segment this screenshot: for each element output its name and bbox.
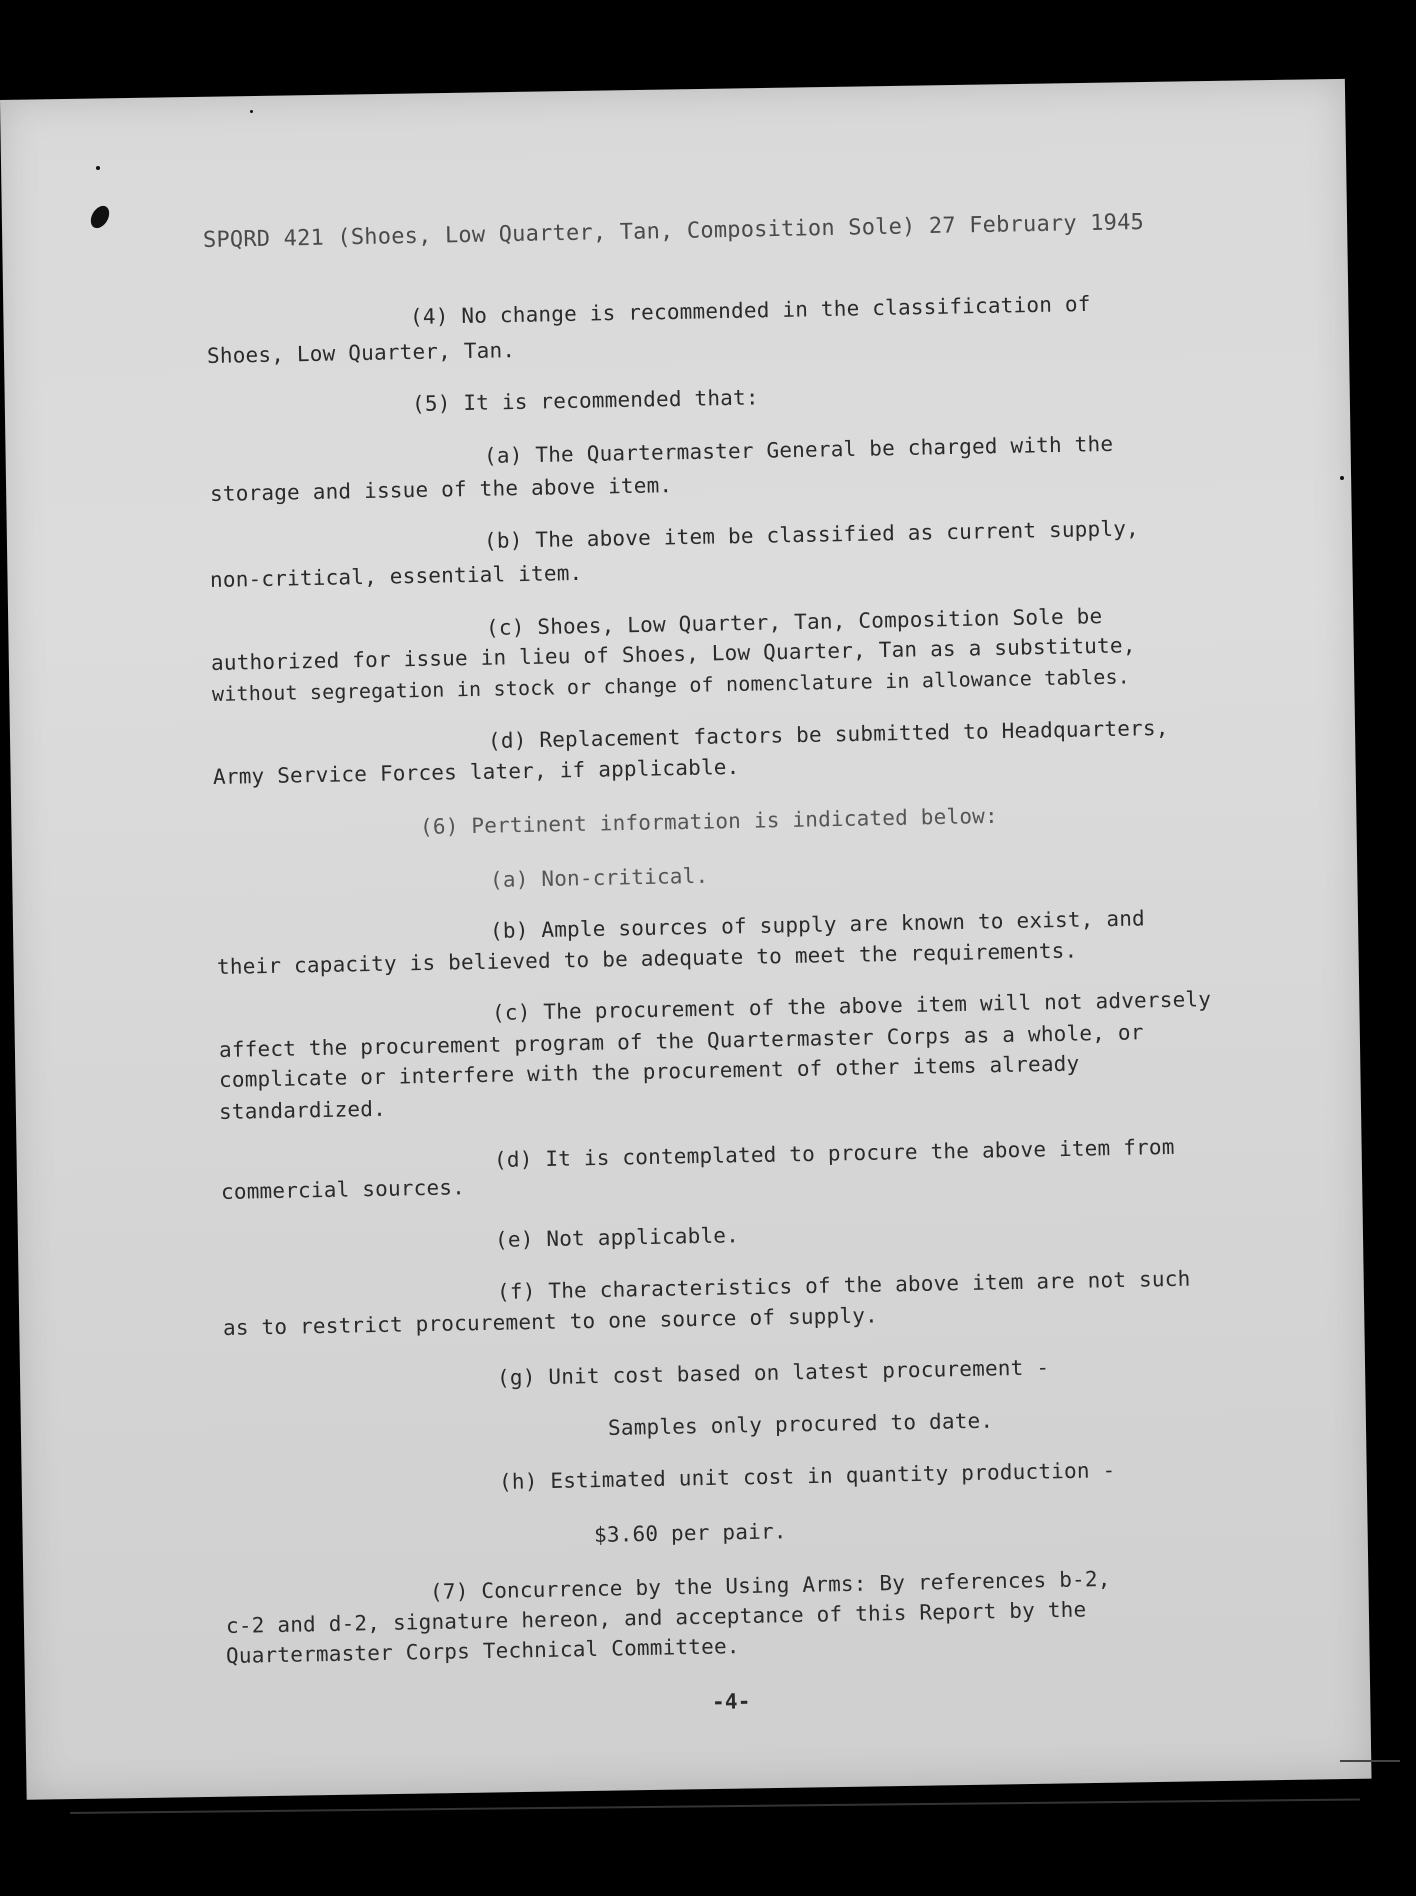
text-line: (5) It is recommended that: [411, 385, 759, 416]
text-line: (6) Pertinent information is indicated below: [419, 803, 999, 839]
text-line: (c) Shoes, Low Quarter, Tan, Composition Sole be [485, 604, 1103, 640]
text-line: $3.60 per pair. [593, 1519, 787, 1547]
text-line: (h) Estimated unit cost in quantity production - [498, 1458, 1116, 1494]
text-line: Army Service Forces later, if applicable. [212, 754, 740, 789]
text-line: without segregation in stock or change of nomenclature in allowance tables. [211, 664, 1131, 706]
page-edge-line [1340, 1760, 1400, 1762]
text-line: standardized. [218, 1096, 387, 1124]
text-line: c-2 and d-2, signature hereon, and acceptance of this Report by the [225, 1597, 1087, 1638]
text-line: (a) Non-critical. [489, 863, 709, 892]
text-line: (f) The characteristics of the above item are not such [496, 1266, 1191, 1304]
text-line: their capacity is believed to be adequate to meet the requirements. [216, 938, 1078, 979]
text-line: (b) Ample sources of supply are known to exist, and [489, 906, 1146, 943]
text-line: (e) Not applicable. [494, 1223, 740, 1252]
text-line: commercial sources. [220, 1175, 466, 1204]
text-line: (4) No change is recommended in the classification of [409, 291, 1091, 329]
text-line: complicate or interfere with the procurement of other items already [218, 1051, 1080, 1092]
text-line: authorized for issue in lieu of Shoes, Low Quarter, Tan as a substitute, [210, 633, 1136, 675]
text-line: affect the procurement program of the Quartermaster Corps as a whole, or [218, 1020, 1144, 1062]
text-line: (g) Unit cost based on latest procurement - [496, 1355, 1050, 1390]
text-line: (d) Replacement factors be submitted to Headquarters, [487, 715, 1169, 753]
text-line: Quartermaster Corps Technical Committee. [225, 1634, 740, 1668]
text-line: (a) The Quartermaster General be charged with the [483, 431, 1114, 468]
text-line: (d) It is contemplated to procure the above item from [493, 1134, 1175, 1172]
page-number: -4- [711, 1689, 751, 1714]
text-line: Samples only procured to date. [607, 1408, 994, 1440]
document-header: SPQRD 421 (Shoes, Low Quarter, Tan, Composition Sole) 27 February 1945 [202, 209, 1145, 253]
text-line: Shoes, Low Quarter, Tan. [206, 338, 516, 368]
text-line: (b) The above item be classified as current supply, [483, 516, 1140, 553]
text-line: (7) Concurrence by the Using Arms: By references b-2, [429, 1566, 1111, 1604]
text-line: non-critical, essential item. [209, 560, 583, 592]
text-line: as to restrict procurement to one source of supply. [222, 1303, 879, 1340]
text-line: (c) The procurement of the above item will not adversely [491, 987, 1212, 1025]
text-line: storage and issue of the above item. [209, 473, 673, 506]
